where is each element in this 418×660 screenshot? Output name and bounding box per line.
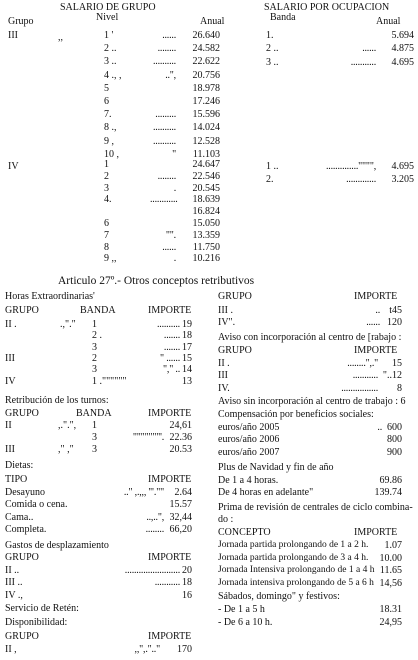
banda-cell: 2.	[266, 174, 274, 186]
sabados-label: - De 6 a 10 h.	[218, 616, 273, 628]
importe-cell: 22.36	[169, 432, 192, 444]
desplazamiento-header-grupo: GRUPO	[5, 552, 39, 563]
leader-dots: ................	[341, 382, 378, 394]
importe-cell: 14	[182, 364, 192, 376]
leader-dots: .............	[346, 174, 376, 186]
anual-cell: 24.647	[192, 159, 220, 170]
leader-dots: ..........	[156, 319, 180, 330]
importe-cell: 15	[392, 358, 402, 369]
plus-label: De 4 horas en adelante"	[218, 487, 314, 499]
tipo-cell: Comida o cena.	[5, 499, 68, 511]
prima-header-concepto: CONCEPTO	[218, 527, 271, 538]
nivel-cell: 3 ..	[104, 56, 117, 68]
anual-cell: 4.875	[391, 43, 414, 55]
anual-cell: 22.546	[192, 170, 220, 182]
leader-dots: ...........	[350, 56, 376, 68]
importe-cell: 24,61	[169, 420, 192, 431]
col-header-nivel: Nivel	[96, 12, 119, 23]
leader-dots: ........	[157, 43, 176, 55]
importe-cell: 16	[182, 589, 192, 601]
euros-label: euros/año 2007	[218, 446, 280, 458]
leader-dots: .......	[163, 341, 180, 353]
anual-cell: 4.695	[391, 56, 414, 68]
prima-label: Jornada intensiva prolongando de 5 a 6 h	[218, 577, 374, 588]
leader-dots: ............	[150, 194, 178, 206]
aviso-header-grupo: GRUPO	[218, 345, 252, 356]
anual-cell: 24.582	[192, 43, 220, 55]
importe-cell: t45	[389, 305, 402, 316]
mark-cell: ," ,"	[58, 444, 74, 456]
grupo-cell: II ..	[5, 565, 20, 576]
euros-value: 800	[387, 434, 402, 446]
compensacion-title: Compensación por beneficios sociales:	[218, 409, 374, 420]
banda-cell: 1	[92, 319, 97, 330]
anual-cell: 11.103	[192, 148, 220, 160]
anual-cell: 26.640	[192, 30, 220, 41]
anual-cell: 20.756	[192, 69, 220, 81]
prima-label: Jornada Intensiva prolongando de 1 a 4 h	[218, 565, 375, 576]
prima-label: Jornada partida prolongando de 1 a 2 h.	[218, 540, 369, 550]
anual-cell: 18.639	[192, 194, 220, 206]
importe-cell: 19	[182, 319, 192, 330]
importe-cell: 18	[182, 577, 192, 589]
dietas-header-tipo: TIPO	[5, 474, 28, 485]
grupo-cell: IV .,	[5, 589, 23, 601]
desplazamiento-title: Gastos de desplazamiento	[5, 540, 109, 551]
banda-cell: 2 ..	[266, 43, 279, 55]
leader-dots: ......	[162, 241, 176, 253]
banda-cell: 3	[92, 432, 97, 444]
dietas-header-importe: IMPORTE	[148, 474, 192, 485]
prima-value: 11.65	[379, 565, 402, 577]
leader-dots: "	[172, 148, 176, 160]
euros-label: euros/año 2005	[218, 422, 280, 433]
grupo-cell: IV	[5, 375, 16, 387]
grupo-cell: II ,	[5, 644, 17, 655]
leader-dots: "," ..	[163, 364, 180, 376]
banda-cell: 1	[92, 420, 97, 431]
prima-title: Prima de revisión de centrales de ciclo combina-	[218, 502, 413, 513]
banda-cell: 3	[92, 364, 97, 376]
grupo-cell: III	[5, 352, 15, 364]
anual-cell: 17.246	[192, 96, 220, 107]
nivel-cell: 7.	[104, 109, 112, 121]
nivel-cell: 1	[104, 159, 109, 170]
reten-title: Servicio de Retén:	[5, 603, 79, 614]
disponibilidad-header-importe: IMPORTE	[148, 631, 192, 642]
importe-cell: "..12	[382, 370, 402, 382]
group-mark: ,,	[58, 32, 63, 43]
importe-cell: 13	[182, 375, 192, 387]
plus-navidad-title: Plus de Navidad y fin de año	[218, 462, 334, 473]
leader-dots: .......	[163, 330, 180, 342]
prima-value: 10.00	[379, 552, 402, 564]
turnos-title: Retribución de los turnos:	[5, 395, 109, 406]
grupo-cell: III	[218, 370, 228, 382]
leader-dots: ..",	[165, 69, 176, 81]
leader-dots: " ......	[160, 352, 180, 364]
banda-cell: 3	[92, 341, 97, 353]
nivel-cell: 8	[104, 241, 109, 253]
anual-cell: 22.622	[192, 56, 220, 68]
salario-grupo-title: SALARIO DE GRUPO	[60, 2, 156, 13]
turnos-header-importe: IMPORTE	[148, 408, 192, 419]
sabados-value: 24,95	[379, 616, 402, 628]
nivel-cell: 4.	[104, 194, 112, 206]
leader-dots: ..........	[152, 135, 176, 147]
tipo-cell: Completa.	[5, 524, 47, 536]
importe-cell: 170	[177, 644, 192, 655]
importe-cell: 2.64	[174, 487, 192, 498]
leader-dots: ,,",.".."	[134, 644, 160, 655]
prima-value: 14,56	[379, 577, 402, 589]
importe-cell: 8	[397, 382, 402, 394]
leader-dots: ......	[162, 30, 176, 41]
leader-dots: .........	[155, 109, 176, 121]
grupo-cell: II	[5, 420, 12, 431]
nivel-cell: 5	[104, 82, 109, 94]
grupo-cell: II .	[5, 319, 17, 330]
anual-cell: 13.359	[192, 229, 220, 241]
group-label-iv: IV	[8, 161, 19, 172]
col-header-anual: Anual	[200, 16, 225, 27]
anual-cell: 3.205	[391, 174, 414, 186]
importe-cell: 20	[182, 565, 192, 576]
banda-cell: 1 .""""""	[92, 375, 127, 387]
grupo-cell: II .	[218, 358, 230, 369]
leader-dots: .	[173, 253, 176, 265]
aviso-con-title: Aviso con incorporación al centro de [rabajo :	[218, 332, 402, 343]
leader-dots: ..........	[152, 56, 176, 68]
desplazamiento-header-importe: IMPORTE	[148, 552, 192, 563]
plus-value: 139.74	[374, 487, 402, 499]
leader-dots: ..,..",	[146, 511, 164, 523]
anual-cell: 5.694	[391, 30, 414, 41]
tipo-cell: Desayuno	[5, 487, 45, 498]
plus-label: De 1 a 4 horas.	[218, 475, 279, 486]
leader-dots: ..	[377, 422, 382, 433]
prima-value: 1.07	[384, 540, 402, 551]
leader-dots: ........................	[124, 565, 180, 576]
mark-cell: ,.".",	[58, 420, 77, 431]
article-title: Articulo 27º.- Otros conceptos retributivos	[58, 275, 255, 287]
col-header-anual-ocupacion: Anual	[376, 16, 401, 27]
grupo-cell: IV".	[218, 317, 236, 329]
nivel-cell: 3	[104, 182, 109, 194]
leader-dots: .." ,.,,, '".""	[123, 487, 164, 498]
leader-dots: ........	[157, 170, 176, 182]
disponibilidad-header-grupo: GRUPO	[5, 631, 39, 642]
banda-cell: 3 ..	[266, 56, 279, 68]
anual-cell: 15.596	[192, 109, 220, 121]
banda-cell: 2	[92, 352, 97, 364]
leader-dots: ........",."	[347, 358, 378, 369]
horas-header-importe: IMPORTE	[148, 305, 192, 316]
prima-label: Jornada partida prolongando de 3 a 4 h.	[218, 552, 369, 563]
nivel-cell: 6	[104, 218, 109, 229]
grupo-cell: III	[5, 444, 15, 456]
leader-dots: ......	[362, 43, 376, 55]
leader-dots: "".	[165, 229, 176, 241]
banda-cell: 3	[92, 444, 97, 456]
group-label-iii: III	[8, 30, 18, 41]
col-header-grupo: Grupo	[8, 16, 34, 27]
anual-cell: 11.750	[192, 241, 220, 253]
importe-cell: 66,20	[169, 524, 192, 536]
importe-cell: 18	[182, 330, 192, 342]
leader-dots: ...........	[352, 370, 378, 382]
importe-cell: 32,44	[169, 511, 192, 523]
anual-cell: 12.528	[192, 135, 220, 147]
euros-label: euros/año 2006	[218, 434, 280, 446]
rm-header-importe: IMPORTE	[354, 291, 398, 302]
leader-dots: .............."""",	[325, 161, 376, 172]
nivel-cell: 7	[104, 229, 109, 241]
banda-cell: 1 ..	[266, 161, 279, 172]
importe-cell: 15	[182, 352, 192, 364]
prima-header-importe: IMPORTE	[354, 527, 398, 538]
grupo-cell: III .	[218, 305, 233, 316]
leader-dots: """""""'.	[132, 432, 164, 444]
importe-cell: 20.53	[169, 444, 192, 456]
leader-dots: ..	[375, 305, 380, 316]
dietas-title: Dietas:	[5, 460, 34, 471]
horas-title: Horas Extraordinarias'	[5, 291, 95, 302]
col-header-banda: Banda	[270, 12, 296, 23]
tipo-cell: Cama..	[5, 511, 34, 523]
nivel-cell: 6	[104, 96, 109, 107]
importe-cell: 120	[387, 317, 402, 329]
nivel-cell: 10 ,	[104, 148, 119, 160]
turnos-header-banda: BANDA	[76, 408, 112, 419]
nivel-cell: 8 .,	[104, 122, 117, 134]
anual-cell: 20.545	[192, 182, 220, 194]
importe-cell: 17	[182, 341, 192, 353]
horas-header-grupo: GRUPO	[5, 305, 39, 316]
nivel-cell: 1 '	[104, 30, 114, 41]
anual-cell: 18.978	[192, 82, 220, 94]
aviso-sin-title: Aviso sin incorporación al centro de trabajo : 6	[218, 396, 406, 407]
aviso-header-importe: IMPORTE	[354, 345, 398, 356]
leader-dots: .	[173, 182, 176, 194]
sabados-label: - De 1 a 5 h	[218, 604, 265, 615]
turnos-header-grupo: GRUPO	[5, 408, 39, 419]
prima-title-2: do :	[218, 514, 234, 525]
sabados-value: 18.31	[379, 604, 402, 615]
nivel-cell: 2	[104, 170, 109, 182]
leader-dots: ...........	[154, 577, 180, 589]
importe-cell: 15.57	[169, 499, 192, 511]
sabados-title: Sábados, domingo" y festivos:	[218, 591, 340, 602]
leader-dots: ........	[145, 524, 164, 536]
mark-cell: .,"."	[60, 319, 76, 330]
leader-dots: ......	[366, 317, 380, 329]
nivel-cell: 9 ,,	[104, 253, 117, 265]
euros-value: 600	[387, 422, 402, 433]
anual-cell: 14.024	[192, 122, 220, 134]
salario-ocupacion-title: SALARIO POR OCUPACION	[264, 2, 390, 13]
banda-cell: 2 .	[92, 330, 102, 342]
plus-value: 69.86	[379, 475, 402, 486]
anual-cell: 16.824	[192, 206, 220, 218]
horas-header-banda: BANDA	[80, 305, 116, 316]
banda-cell: 1.	[266, 30, 274, 41]
euros-value: 900	[387, 446, 402, 458]
nivel-cell: 4 ., ,	[104, 69, 122, 81]
grupo-cell: III ..	[5, 577, 23, 589]
nivel-cell: 9 ,	[104, 135, 114, 147]
rm-header-grupo: GRUPO	[218, 291, 252, 302]
disponibilidad-title: Disponibilidad:	[5, 617, 68, 628]
grupo-cell: IV.	[218, 382, 230, 394]
anual-cell: 10.216	[192, 253, 220, 265]
anual-cell: 15.050	[192, 218, 220, 229]
anual-cell: 4.695	[391, 161, 414, 172]
leader-dots: ..........	[152, 122, 176, 134]
nivel-cell: 2 ..	[104, 43, 117, 55]
